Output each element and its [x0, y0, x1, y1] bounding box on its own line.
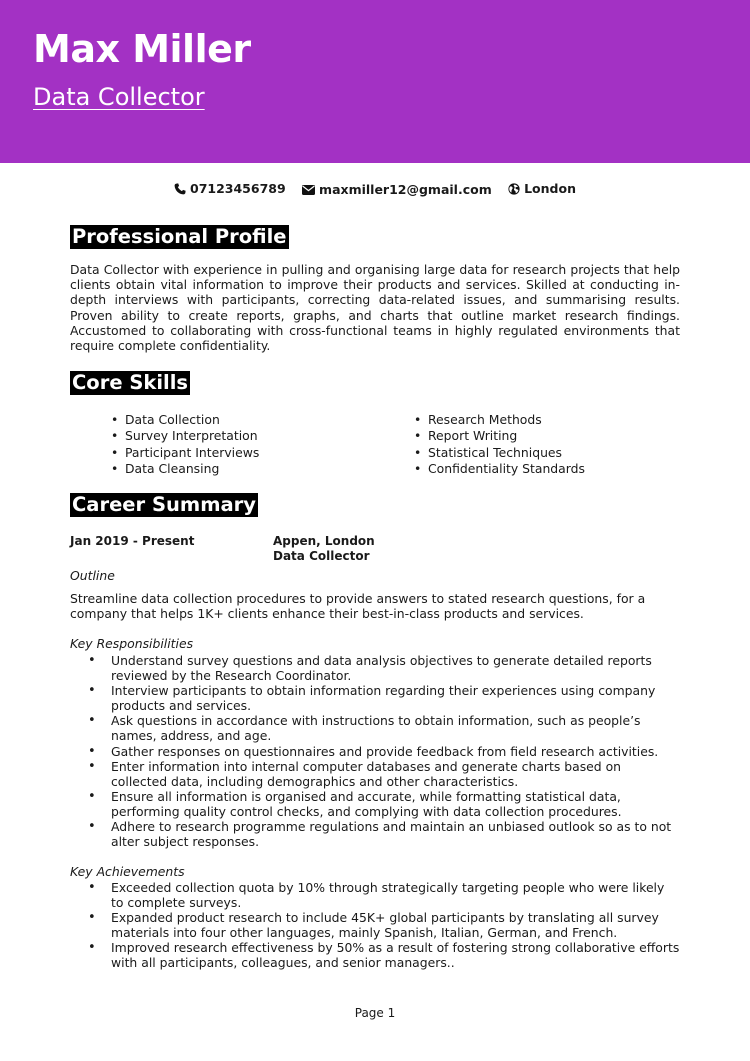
phone-icon — [174, 183, 186, 195]
job-company: Appen, London — [273, 534, 375, 548]
responsibilities-label: Key Responsibilities — [70, 636, 194, 651]
list-item: • Gather responses on questionnaires and provide feedback from field research activities. — [70, 744, 680, 759]
outline-text: Streamline data collection procedures to provide answers to stated research questions, for a company that helps 1K+ clients enhance their best-in-class products and services. — [70, 591, 646, 622]
header-banner — [0, 0, 750, 163]
contact-location — [508, 180, 576, 198]
envelope-icon — [302, 185, 315, 195]
list-item: • Enter information into internal computer databases and generate charts based on collected data, including demographics and other characteristics. — [70, 759, 680, 789]
profile-text: Data Collector with experience in pulling and organising large data for research projects that help clients obtain vital information to improve their products and services. Skilled at conducting in-depth interviews with participants, correcting data-related issues, and summarising results. Proven ability to create reports, graphs, and charts that outline market research findings. Accustomed to collaborating with cross-functional teams in highly regulated environments that require complete confidentiality. — [70, 262, 680, 354]
skill-item: • Data Cleansing — [111, 461, 259, 477]
achievements-list — [70, 880, 680, 971]
page-number: Page 1 — [354, 1006, 396, 1020]
contact-phone — [174, 180, 286, 198]
skills-heading: Core Skills — [72, 371, 189, 394]
list-item: • Ensure all information is organised and accurate, while formatting statistical data, performing quality control checks, and complying with data collection procedures. — [70, 789, 680, 819]
list-item: • Interview participants to obtain information regarding their experiences using company products and services. — [70, 683, 680, 713]
skill-item: • Data Collection — [111, 412, 259, 428]
skills-list-left — [111, 412, 259, 477]
skill-item: • Report Writing — [414, 428, 585, 444]
career-heading: Career Summary — [72, 493, 256, 516]
job-role: Data Collector — [273, 549, 370, 563]
skill-item: • Survey Interpretation — [111, 428, 259, 444]
globe-icon — [508, 183, 520, 195]
list-item: • Ask questions in accordance with instructions to obtain information, such as people’s names, address, and age. — [70, 713, 680, 743]
skills-list-right — [414, 412, 585, 477]
phone-number: 07123456789 — [190, 181, 286, 196]
location-text: London — [524, 181, 576, 196]
outline-label: Outline — [70, 568, 115, 583]
achievements-label: Key Achievements — [70, 864, 185, 879]
profile-heading: Professional Profile — [72, 225, 287, 248]
list-item: • Expanded product research to include 45K+ global participants by translating all survey materials into four other languages, mainly Spanish, Italian, German, and French. — [70, 910, 680, 940]
skill-item: • Confidentiality Standards — [414, 461, 585, 477]
responsibilities-list — [70, 653, 680, 849]
list-item: • Improved research effectiveness by 50% as a result of fostering strong collaborative efforts with all participants, colleagues, and senior managers.. — [70, 940, 680, 970]
skill-item: • Research Methods — [414, 412, 585, 428]
list-item: • Exceeded collection quota by 10% through strategically targeting people who were likely to complete surveys. — [70, 880, 680, 910]
job-dates: Jan 2019 - Present — [70, 534, 195, 548]
contact-bar — [0, 180, 750, 200]
email-address: maxmiller12@gmail.com — [319, 182, 492, 197]
skill-item: • Statistical Techniques — [414, 445, 585, 461]
candidate-title: Data Collector — [33, 83, 205, 111]
skill-item: • Participant Interviews — [111, 445, 259, 461]
candidate-name: Max Miller — [33, 27, 251, 71]
list-item: • Adhere to research programme regulations and maintain an unbiased outlook so as to not alter subject responses. — [70, 819, 680, 849]
contact-email — [302, 181, 492, 199]
list-item: • Understand survey questions and data analysis objectives to generate detailed reports reviewed by the Research Coordinator. — [70, 653, 680, 683]
